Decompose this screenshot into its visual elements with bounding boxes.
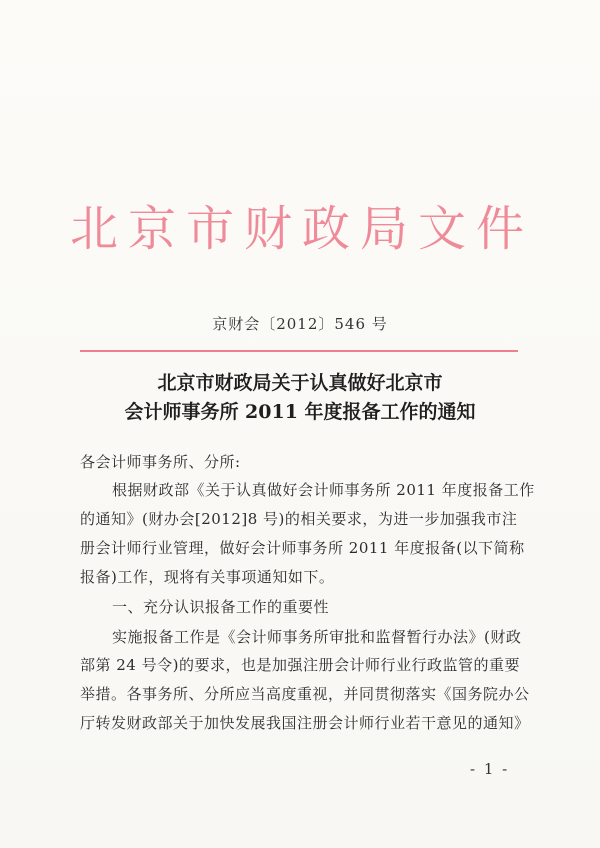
paragraph-1-line-3: 册会计师行业管理，做好会计师事务所 2011 年度报备(以下简称 bbox=[80, 539, 525, 557]
paragraph-2-line-1: 实施报备工作是《会计师事务所审批和监督暂行办法》(财政 bbox=[112, 628, 522, 646]
document-title-line-1: 北京市财政局关于认真做好北京市 bbox=[157, 372, 443, 394]
section-heading-1: 一、充分认识报备工作的重要性 bbox=[112, 598, 330, 616]
red-divider-line bbox=[80, 350, 518, 352]
paragraph-1-line-4: 报备)工作，现将有关事项通知如下。 bbox=[80, 568, 335, 586]
paragraph-2-line-3: 举措。各事务所、分所应当高度重视，并同贯彻落实《国务院办公 bbox=[80, 685, 530, 703]
paragraph-2-line-2: 部第 24 号令)的要求，也是加强注册会计师行业行政监管的重要 bbox=[80, 656, 520, 674]
paragraph-2-line-4: 厅转发财政部关于加快发展我国注册会计师行业若干意见的通知》 bbox=[80, 714, 530, 732]
page-number: - 1 - bbox=[470, 760, 510, 778]
document-number: 京财会〔2012〕546 号 bbox=[212, 315, 388, 333]
paragraph-1-line-1: 根据财政部《关于认真做好会计师事务所 2011 年度报备工作 bbox=[112, 481, 535, 499]
paragraph-1-line-2: 的通知》(财办会[2012]8 号)的相关要求，为进一步加强我市注 bbox=[80, 510, 518, 528]
addressee: 各会计师事务所、分所: bbox=[80, 453, 241, 471]
document-title-line-2: 会计师事务所 2011 年度报备工作的通知 bbox=[124, 401, 476, 423]
issuer-header-title: 北京市财政局文件 bbox=[70, 201, 535, 257]
